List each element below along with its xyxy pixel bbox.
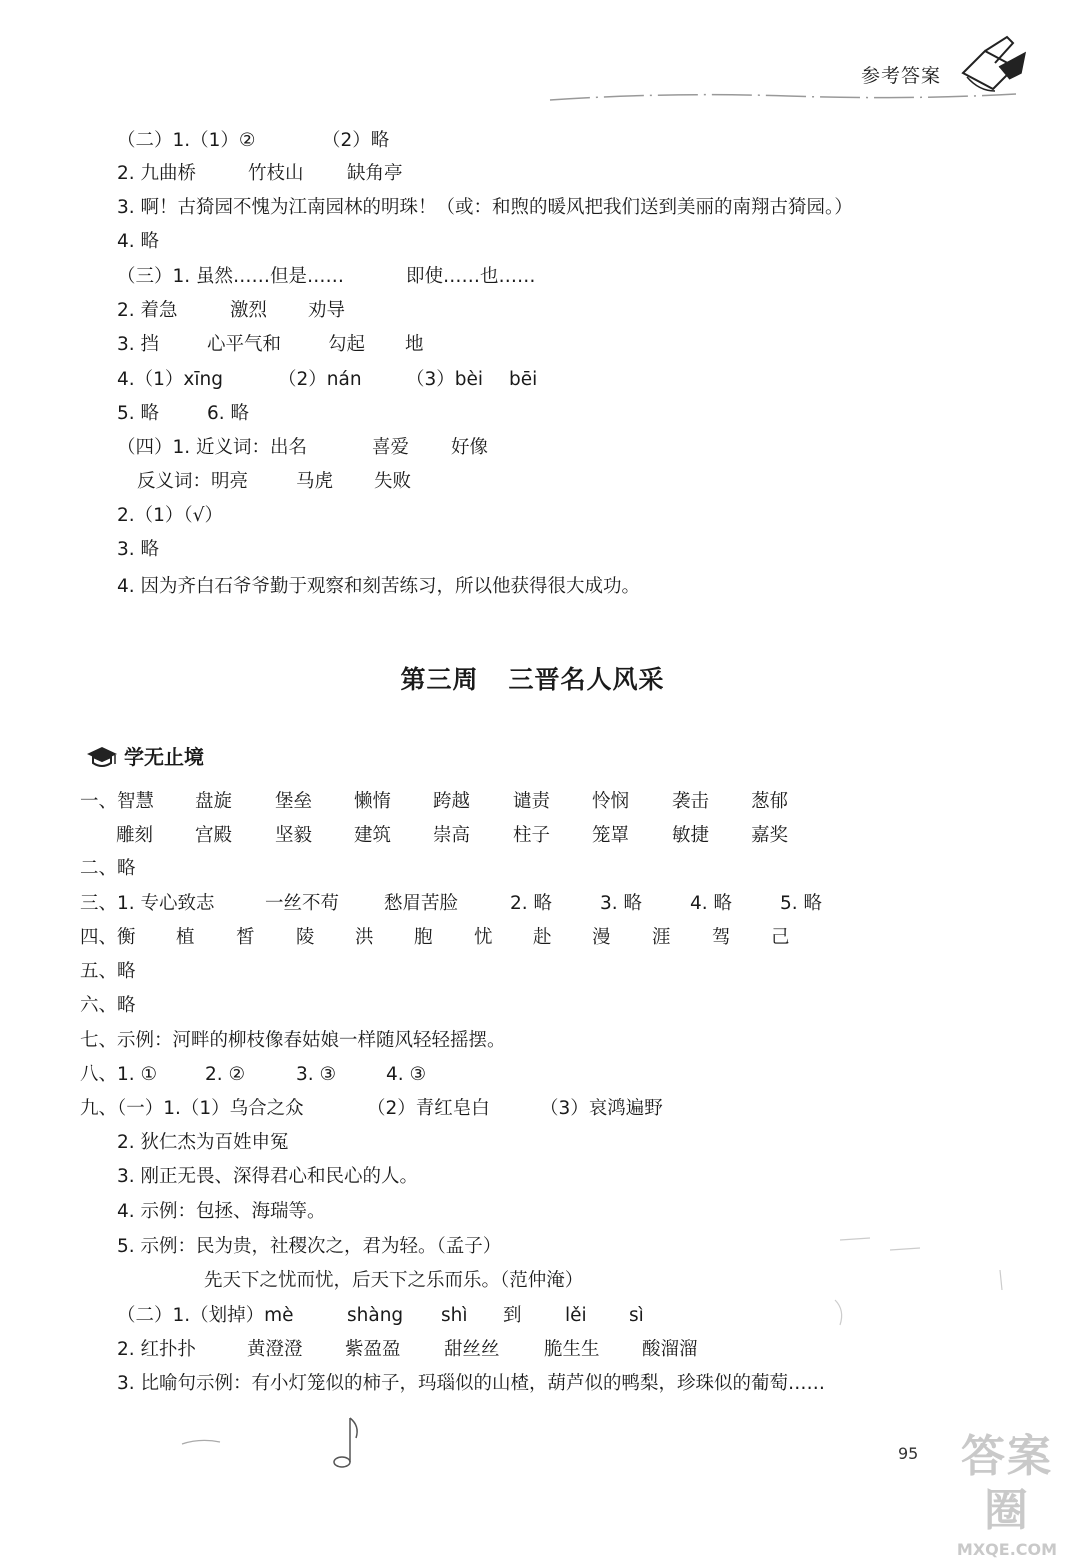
line-text: 5. 示例：民为贵，社稷次之，君为轻。（孟子） — [117, 1236, 502, 1257]
line-text: 紫盈盈 — [345, 1339, 401, 1360]
line-text: bēi — [509, 369, 538, 390]
line-text: 竹枝山 — [248, 163, 304, 184]
line-text: 雕刻 — [116, 825, 154, 846]
line-text: shàng — [347, 1305, 404, 1326]
line-text: 葱郁 — [751, 791, 789, 812]
line-text: 甜丝丝 — [444, 1339, 500, 1360]
line-text: 植 — [176, 927, 195, 948]
graduation-cap-icon — [86, 745, 118, 769]
line-text: 宫殿 — [195, 825, 233, 846]
line-text: （三）1. 虽然……但是…… — [117, 266, 345, 287]
line-text: 3. ③ — [296, 1064, 337, 1085]
line-text: sì — [629, 1305, 644, 1326]
line-text: 心平气和 — [207, 334, 282, 355]
line-text: 2. 红扑扑 — [117, 1339, 197, 1360]
line-text: 柱子 — [513, 825, 551, 846]
line-text: 皙 — [236, 927, 255, 948]
line-text: 三、1. 专心致志 — [80, 893, 215, 914]
music-note-icon — [330, 1412, 370, 1472]
line-text: 勾起 — [328, 334, 366, 355]
line-text: 跨越 — [433, 791, 471, 812]
line-text: 3. 略 — [600, 893, 643, 914]
line-text: （3）哀鸿遍野 — [540, 1098, 663, 1119]
line-text: 赴 — [533, 927, 552, 948]
line-text: 陵 — [296, 927, 315, 948]
decorative-sparkles — [830, 1230, 1030, 1340]
line-text: 2. 着急 — [117, 300, 178, 321]
line-text: 胞 — [414, 927, 433, 948]
subsection-title: 学无止境 — [124, 745, 204, 769]
line-text: 坚毅 — [275, 825, 313, 846]
line-text: 笼罩 — [592, 825, 630, 846]
watermark-url: MXQE.COM — [956, 1540, 1058, 1559]
line-text: 八、1. ① — [80, 1064, 158, 1085]
line-text: 堡垒 — [275, 791, 313, 812]
line-text: 5. 略 — [117, 403, 160, 424]
line-text: 3. 挡 — [117, 334, 160, 355]
line-text: 袭击 — [672, 791, 710, 812]
line-text: 一、智慧 — [80, 791, 155, 812]
line-text: 4. 示例：包拯、海瑞等。 — [117, 1201, 326, 1222]
line-text: 崇高 — [433, 825, 471, 846]
line-text: 脆生生 — [544, 1339, 600, 1360]
line-text: 六、略 — [80, 995, 136, 1016]
line-text: 先天下之忧而忧，后天下之乐而乐。（范仲淹） — [204, 1270, 584, 1291]
line-text: 四、衡 — [80, 927, 136, 948]
line-text: 即使……也…… — [406, 266, 536, 287]
line-text: 嘉奖 — [751, 825, 789, 846]
page-number: 95 — [898, 1444, 919, 1463]
line-text: 涯 — [652, 927, 671, 948]
line-text: 盘旋 — [195, 791, 233, 812]
section-name: 三晋名人风采 — [508, 665, 665, 694]
line-text: 5. 略 — [780, 893, 823, 914]
line-text: 4.（1）xīng — [117, 369, 223, 390]
line-text: 4. 略 — [690, 893, 733, 914]
line-text: 谴责 — [513, 791, 551, 812]
line-text: 地 — [405, 334, 424, 355]
line-text: 己 — [771, 927, 790, 948]
line-text: 好像 — [451, 437, 489, 458]
line-text: （二）1.（1）② — [117, 130, 256, 151]
line-text: （四）1. 近义词：出名 — [117, 437, 308, 458]
line-text: 2.（1）（√） — [117, 505, 223, 526]
line-text: 酸溜溜 — [642, 1339, 698, 1360]
line-text: （2）青红皂白 — [367, 1098, 490, 1119]
line-text: 失败 — [374, 471, 412, 492]
watermark — [955, 1430, 1059, 1559]
line-text: 敏捷 — [672, 825, 710, 846]
line-text: 3. 刚正无畏、深得君心和民心的人。 — [117, 1166, 419, 1187]
line-text: （3）bèi — [406, 369, 484, 390]
line-text: 建筑 — [354, 825, 392, 846]
line-text: 驾 — [712, 927, 731, 948]
line-text: 2. 略 — [510, 893, 553, 914]
line-text: 2. 九曲桥 — [117, 163, 197, 184]
line-text: 怜悯 — [592, 791, 630, 812]
watermark-title: 答案圈 — [961, 1431, 1053, 1536]
line-text: 忧 — [474, 927, 493, 948]
line-text: 3. 略 — [117, 539, 160, 560]
line-text: 4. ③ — [386, 1064, 427, 1085]
line-text: 懒惰 — [354, 791, 392, 812]
line-text: （二）1.（划掉）mè — [117, 1305, 294, 1326]
section-week: 第三周 — [400, 665, 479, 694]
header-divider — [548, 86, 1018, 106]
line-text: 洪 — [355, 927, 374, 948]
line-text: 漫 — [592, 927, 611, 948]
line-text: 喜爱 — [372, 437, 410, 458]
line-text: shì — [441, 1305, 468, 1326]
line-text: 劝导 — [308, 300, 346, 321]
line-text: 3. 比喻句示例：有小灯笼似的柿子，玛瑙似的山楂，葫芦似的鸭梨，珍珠似的葡萄…… — [117, 1373, 826, 1394]
header-title: 参考答案 — [860, 65, 941, 87]
section-title — [0, 660, 1065, 696]
line-text: 七、示例：河畔的柳枝像春姑娘一样随风轻轻摇摆。 — [80, 1030, 506, 1051]
line-text: 6. 略 — [207, 403, 250, 424]
line-text: 九、（一）1.（1）乌合之众 — [80, 1098, 304, 1119]
line-text: 五、略 — [80, 961, 136, 982]
line-text: （2）nán — [278, 369, 362, 390]
line-text: 一丝不苟 — [265, 893, 340, 914]
line-text: 4. 因为齐白石爷爷勤于观察和刻苦练习，所以他获得很大成功。 — [117, 576, 641, 597]
line-text: 3. 啊！古猗园不愧为江南园林的明珠！（或：和煦的暖风把我们送到美丽的南翔古猗园。） — [117, 197, 853, 218]
line-text: 马虎 — [296, 471, 334, 492]
line-text: 4. 略 — [117, 231, 160, 252]
line-text: 反义词：明亮 — [137, 471, 249, 492]
line-text: 愁眉苦脸 — [384, 893, 459, 914]
decorative-stroke — [180, 1436, 240, 1448]
line-text: lěi — [565, 1305, 587, 1326]
line-text: 2. 狄仁杰为百姓申冤 — [117, 1132, 289, 1153]
line-text: 缺角亭 — [347, 163, 403, 184]
line-text: 激烈 — [230, 300, 268, 321]
line-text: 黄澄澄 — [247, 1339, 303, 1360]
line-text: 二、略 — [80, 858, 136, 879]
line-text: （2）略 — [322, 130, 390, 151]
line-text: 到 — [503, 1305, 522, 1326]
line-text: 2. ② — [205, 1064, 246, 1085]
